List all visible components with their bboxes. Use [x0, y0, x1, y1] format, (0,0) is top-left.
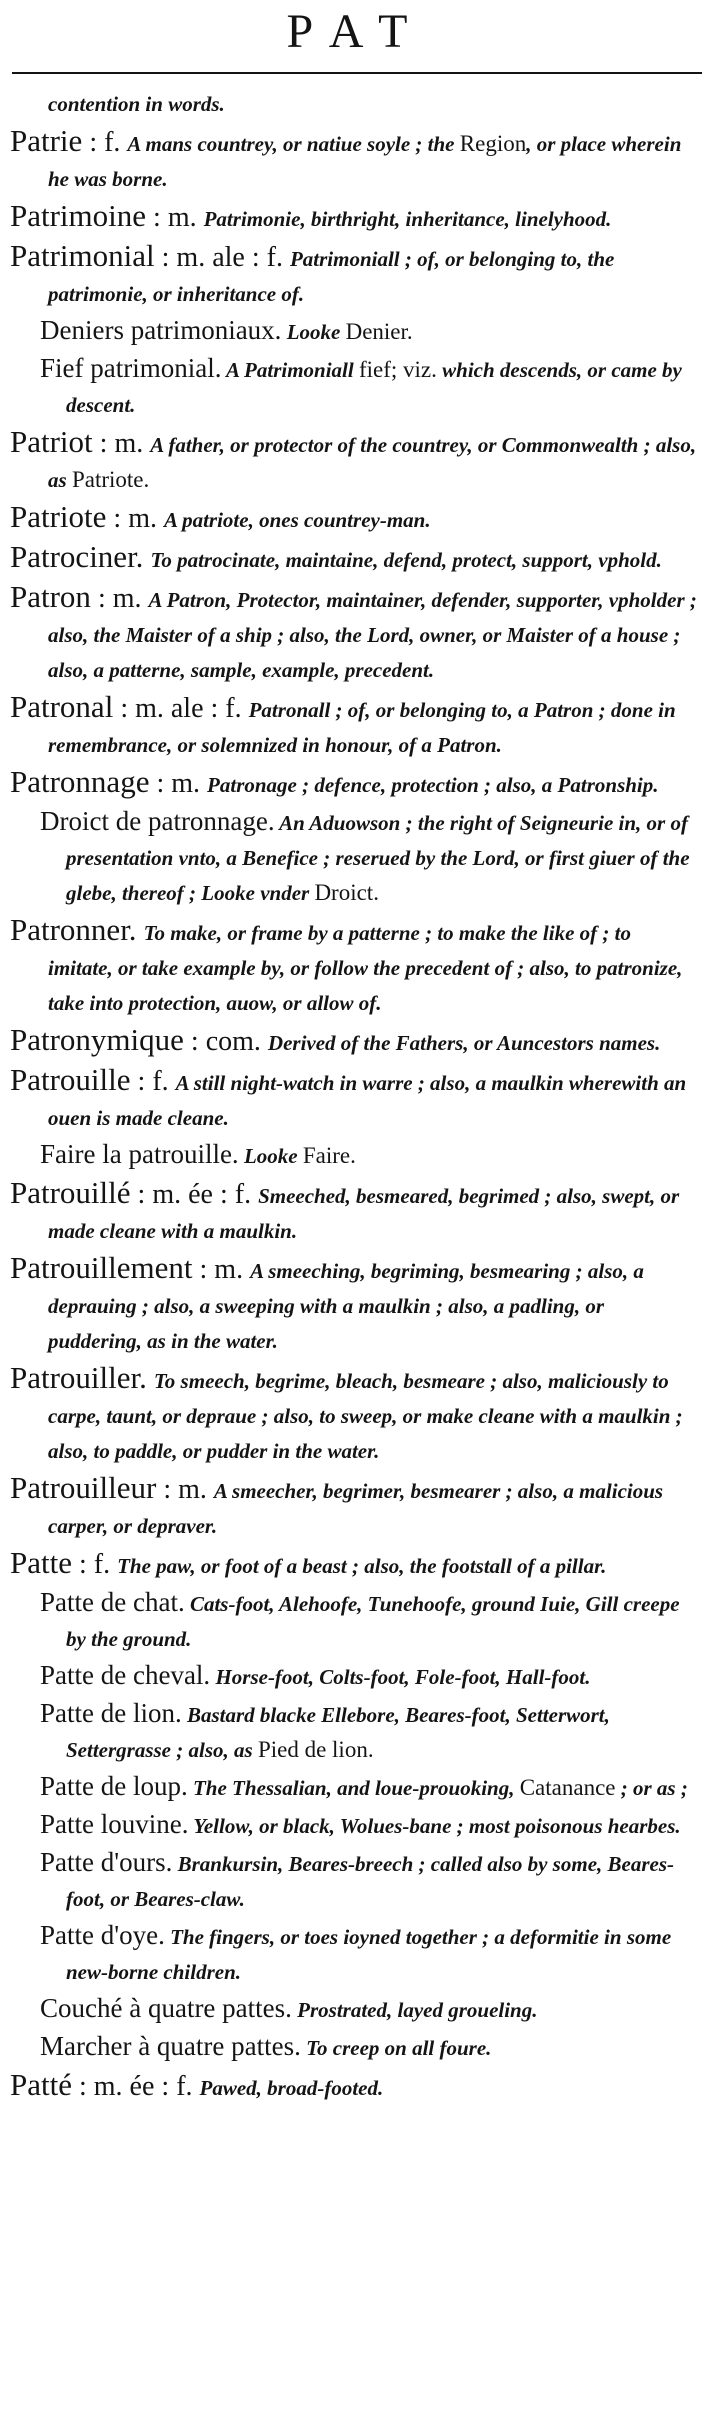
definition: An Aduowson ; the right of Seigneurie in, or of presentation vnto, a Benefice ; reserued by the Lord, or first giuer of the glebe, thereof ; Looke vnder	[66, 811, 690, 905]
definition: Bastard blacke Ellebore, Beares-foot, Setterwort, Settergrasse ; also, as	[66, 1703, 610, 1762]
definition: The Thessalian, and loue-prouoking,	[187, 1776, 520, 1800]
grammar	[147, 1364, 154, 1395]
grammar: : f.	[72, 1549, 118, 1580]
grammar: : m. ée : f.	[72, 2071, 200, 2102]
grammar: : f.	[82, 127, 128, 158]
definition: Patrimoniall ; of, or belonging to, the patrimonie, or inheritance of.	[48, 247, 615, 306]
headword: Patrouillé	[10, 1175, 131, 1210]
definition: Patronall ; of, or belonging to, a Patron ; done in remembrance, or solemnized in honour, of a Patron.	[48, 698, 676, 757]
subentry-droict-de-patronnage	[10, 805, 700, 910]
cross-reference: Denier.	[345, 319, 413, 344]
entry-patte-adj	[10, 2068, 700, 2105]
definition: A Patrimoniall	[221, 358, 359, 382]
entry-patrimoine	[10, 199, 700, 236]
subentry-couche-a-quatre-pattes	[10, 1992, 700, 2027]
definition: The paw, or foot of a beast ; also, the footstall of a pillar.	[117, 1554, 607, 1578]
subentry-faire-la-patrouille	[10, 1138, 700, 1173]
head-rule	[12, 72, 702, 74]
entry-patronal	[10, 690, 700, 762]
entry-patrouille	[10, 1063, 700, 1135]
definition: A Patron, Protector, maintainer, defender, supporter, vpholder ; also, the Maister of a ship ; also, the Lord, owner, or Maister of a house ; also, a patterne, sample, example, precedent.	[48, 588, 697, 682]
entry-patrouillement	[10, 1251, 700, 1358]
headword: Marcher à quatre pattes.	[40, 2031, 301, 2061]
definition: Cats-foot, Alehoofe, Tunehoofe, ground Iuie, Gill creepe by the ground.	[66, 1592, 680, 1651]
headword: Patte d'oye.	[40, 1920, 165, 1950]
definition: Smeeched, besmeared, begrimed ; also, swept, or made cleane with a maulkin.	[48, 1184, 680, 1243]
definition: , or place wherein he was borne.	[48, 132, 682, 191]
definition: To creep on all foure.	[300, 2036, 492, 2060]
subentry-patte-de-chat	[10, 1586, 700, 1656]
cross-reference: Patriote.	[71, 467, 150, 492]
headword: Patte de loup.	[40, 1771, 188, 1801]
definition: A smeeching, begriming, besmearing ; also, a deprauing ; also, a sweeping with a maulkin ; also, a padling, or puddering, as in the water.	[48, 1259, 644, 1353]
entry-patrouilleur	[10, 1471, 700, 1543]
headword: Patrimoine	[10, 198, 147, 233]
entry-patrociner	[10, 540, 700, 577]
definition: A still night-watch in warre ; also, a maulkin wherewith an ouen is made cleane.	[48, 1071, 687, 1130]
entry-patrie	[10, 124, 700, 196]
running-head: PAT	[286, 5, 428, 58]
headword: Patte de lion.	[40, 1698, 182, 1728]
headword: Patrie	[10, 123, 83, 158]
definition: A father, or protector of the countrey, or Commonwealth ; also, as	[48, 433, 697, 492]
headword: Patronal	[10, 689, 114, 724]
grammar: : m.	[106, 503, 164, 534]
entry-patronymique	[10, 1023, 700, 1060]
headword: Patte d'ours.	[40, 1847, 173, 1877]
grammar	[137, 916, 144, 947]
headword: Patrimonial	[10, 238, 155, 273]
subentry-fief-patrimonial	[10, 352, 700, 422]
definition: A patriote, ones countrey-man.	[163, 508, 431, 532]
headword: Couché à quatre pattes.	[40, 1993, 292, 2023]
grammar: : com.	[183, 1026, 268, 1057]
definition: Horse-foot, Colts-foot, Fole-foot, Hall-foot.	[210, 1665, 591, 1689]
subentry-patte-d-oye	[10, 1919, 700, 1989]
grammar: : m.	[156, 1474, 214, 1505]
headword: Patté	[10, 2067, 72, 2102]
grammar: : m.	[146, 202, 204, 233]
headword: Patrociner.	[10, 539, 144, 574]
cross-reference: Faire.	[302, 1143, 356, 1168]
definition: Yellow, or black, Wolues-bane ; most poisonous hearbes.	[188, 1814, 681, 1838]
definition: Derived of the Fathers, or Auncestors names.	[267, 1031, 661, 1055]
headword: Patronnage	[10, 764, 150, 799]
headword: Patte	[10, 1545, 72, 1580]
entry-continuation	[10, 86, 700, 121]
entry-list	[10, 86, 700, 2108]
subentry-deniers-patrimoniaux	[10, 314, 700, 349]
subentry-patte-de-loup	[10, 1770, 700, 1805]
entry-patte	[10, 1546, 700, 1583]
entry-patronnage	[10, 765, 700, 802]
headword: Patrouiller.	[10, 1360, 147, 1395]
definition: which descends, or came by descent.	[66, 358, 682, 417]
subentry-patte-d-ours	[10, 1846, 700, 1916]
entry-patrimonial	[10, 239, 700, 311]
definition: Looke	[281, 320, 346, 344]
definition: The fingers, or toes ioyned together ; a deformitie in some new-borne children.	[66, 1925, 672, 1984]
cross-reference: Pied de lion.	[257, 1737, 374, 1762]
entry-patrouille-adj	[10, 1176, 700, 1248]
subentry-patte-de-lion	[10, 1697, 700, 1767]
definition-roman: Catanance	[519, 1775, 616, 1800]
definition: contention in words.	[48, 92, 225, 116]
entry-patron	[10, 580, 700, 687]
headword: Patte de cheval.	[40, 1660, 211, 1690]
headword: Patrouillement	[10, 1250, 193, 1285]
grammar: : m.	[192, 1254, 251, 1285]
definition: Looke	[238, 1144, 303, 1168]
headword: Patronymique	[10, 1022, 184, 1057]
grammar: : m.	[92, 428, 151, 459]
definition: A smeecher, begrimer, besmearer ; also, a malicious carper, or depraver.	[48, 1479, 664, 1538]
headword: Patte louvine.	[40, 1809, 189, 1839]
definition: Patrimonie, birthright, inheritance, linelyhood.	[203, 207, 612, 231]
definition: To smeech, begrime, bleach, besmeare ; also, maliciously to carpe, taunt, or depraue ; also, to sweep, or make cleane with a maulkin ; also, to paddle, or pudder in the water.	[48, 1369, 683, 1463]
definition: Brankursin, Beares-breech ; called also by some, Beares-foot, or Beares-claw.	[66, 1852, 675, 1911]
grammar: : m.	[149, 768, 208, 799]
entry-patriote	[10, 500, 700, 537]
headword: Patron	[10, 579, 91, 614]
headword: Patte de chat.	[40, 1587, 185, 1617]
definition: A mans countrey, or natiue soyle ; the	[127, 132, 460, 156]
headword: Patriote	[10, 499, 107, 534]
entry-patrouiller	[10, 1361, 700, 1468]
cross-reference: Droict.	[314, 880, 379, 905]
definition: To make, or frame by a patterne ; to make the like of ; to imitate, or take example by, or follow the precedent of ; also, to patronize, take into protection, auow, or allow of.	[48, 921, 683, 1015]
entry-patriot	[10, 425, 700, 497]
grammar: : m. ale : f.	[154, 242, 290, 273]
definition: To patrocinate, maintaine, defend, protect, support, vphold.	[150, 548, 662, 572]
headword: Faire la patrouille.	[40, 1139, 239, 1169]
subentry-patte-louvine	[10, 1808, 700, 1843]
definition-roman: fief; viz.	[358, 357, 437, 382]
headword: Patrouille	[10, 1062, 131, 1097]
grammar: : m. ée : f.	[130, 1179, 259, 1210]
definition: Patronage ; defence, protection ; also, a Patronship.	[207, 773, 659, 797]
definition: Prostrated, layed groueling.	[291, 1998, 538, 2022]
headword: Patronner.	[10, 912, 137, 947]
grammar: : m. ale : f.	[113, 693, 249, 724]
headword: Fief patrimonial.	[40, 353, 222, 383]
definition: ; or as ;	[615, 1776, 688, 1800]
definition-roman: Region	[459, 131, 527, 156]
grammar: : m.	[90, 583, 149, 614]
headword: Deniers patrimoniaux.	[40, 315, 282, 345]
grammar: : f.	[130, 1066, 176, 1097]
subentry-marcher-a-quatre-pattes	[10, 2030, 700, 2065]
headword: Patriot	[10, 424, 93, 459]
headword: Droict de patronnage.	[40, 806, 275, 836]
subentry-patte-de-cheval	[10, 1659, 700, 1694]
definition: Pawed, broad-footed.	[199, 2076, 384, 2100]
headword: Patrouilleur	[10, 1470, 157, 1505]
entry-patronner	[10, 913, 700, 1020]
